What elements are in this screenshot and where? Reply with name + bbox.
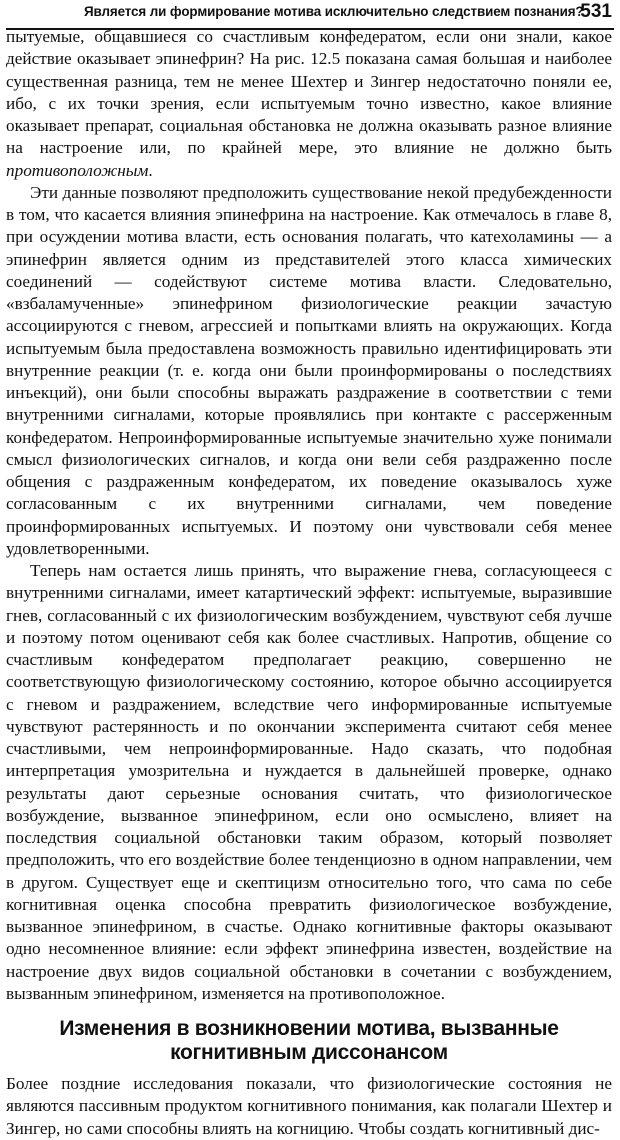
paragraph-2: Эти данные позволяют предположить существование некой предубежденности в том, что касается влияния эпинефрина на настроение. Как отмечалось в главе 8, при осуждении мотива власти, есть основания полагать, что катехоламины — а эпинефрин является одним из представителей этого класса химических соединений — содействуют системе мотива власти. Следовательно, «взбаламученные» эпинефрином физиологические реакции зачастую ассоциируются с гневом, агрессией и попытками влиять на окружающих. Когда испытуемым была предоставлена возможность правильно идентифицировать эти внутренние реакции (т. е. когда они были проинформированы о последствиях инъекций), они были способны выражать раздражение в соответствии с теми внутренними сигналами, которые проявлялись при контакте с рассерженным конфедератом. Непроинформированные испытуемые значительно хуже понимали смысл физиологических сигналов, и когда они вели себя раздраженно после общения с раздраженным конфедератом, их поведение оказывалось хуже согласованным с их внутренними сигналами, чем поведение проинформированных испытуемых. И поэтому они чувствовали себя менее удовлетворенными.: [6, 182, 612, 558]
paragraph-1: [6, 26, 612, 182]
running-header-title: Является ли формирование мотива исключительно следствием познания?: [84, 4, 584, 19]
section-heading: Изменения в возникновении мотива, вызванные когнитивным диссонансом: [59, 1017, 559, 1064]
paragraph-4: Более поздние исследования показали, что физиологические состояния не являются пассивным продуктом когнитивного понимания, как полагали Шехтер и Зингер, но сами способны влиять на когницию. Чтобы создать когнитивный дис-: [6, 1074, 612, 1138]
paragraph-3: Теперь нам остается лишь принять, что выражение гнева, согласующееся с внутренними сигналами, имеет катартический эффект: испытуемые, выразившие гнев, согласованный с их физиологическим возбуждением, чувствуют себя лучше и поэтому потом оценивают себя как более счастливых. Напротив, общение со счастливым конфедератом предполагает реакцию, совершенно не соответствующую физиологическому состоянию, которое обычно ассоциируется с гневом и раздражением, вследствие чего информированные испытуемые чувствуют растерянность и по окончании эксперимента считают себя менее счастливыми, чем непроинформированные. Надо сказать, что подобная интерпретация умозрительна и нуждается в дальнейшей проверке, однако результаты дают серьезные основания считать, что физиологическое возбуждение, вызванное эпинефрином, если оно осмыслено, влияет на последствия социальной обстановки таким образом, который позволяет предположить, что его воздействие более тенденциозно в одном направлении, чем в другом. Существует еще и скептицизм относительно того, что сама по себе когнитивная оценка способна превратить физиологическое возбуждение, вызванное эпинефрином, в счастье. Однако когнитивные факторы оказывают одно несомненное влияние: если эффект эпинефрина известен, воздействие на настроение двух видов социальной обстановки в сочетании с возбуждением, вызванным эпинефрином, изменяется на противоположное.: [6, 561, 612, 1003]
running-header: [6, 1, 614, 26]
paragraph-1-text: пытуемые, общавшиеся со счастливым конфедератом, если они знали, какое действие оказывает эпинефрин? На рис. 12.5 показана самая большая и наиболее существенная разница, тем не менее Шехтер и Зингер недостаточно поняли ее, ибо, с их точки зрения, если испытуемым точно известно, какое влияние оказывает препарат, социальная обстановка не должна оказывать разное влияние на настроение или, по крайней мере, это влияние не должно быть: [6, 27, 612, 158]
page-number: 531: [580, 1, 612, 22]
paragraph-1-emphasis: противоположным: [6, 160, 149, 180]
paragraph-1-end: .: [148, 160, 153, 180]
